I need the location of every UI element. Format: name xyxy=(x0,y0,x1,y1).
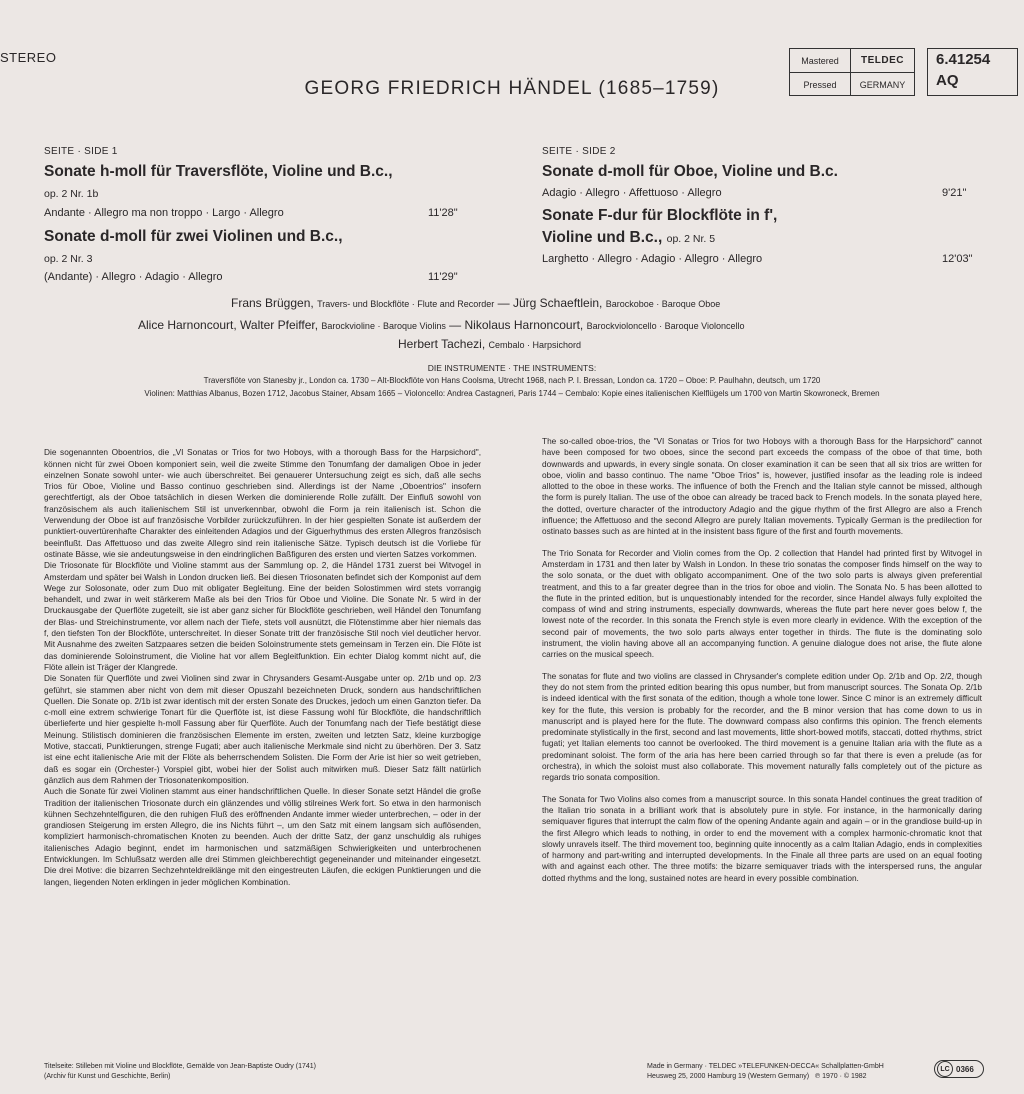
performers-line2 xyxy=(138,318,745,332)
side1-work1-opus: op. 2 Nr. 1b xyxy=(44,188,99,200)
notes-english xyxy=(542,436,982,894)
side1-work2-duration: 11'29" xyxy=(428,271,458,283)
performer-harnoncourt: Nikolaus Harnoncourt, xyxy=(464,318,584,332)
lc-mark: LC xyxy=(937,1061,953,1077)
composer-title: GEORG FRIEDRICH HÄNDEL (1685–1759) xyxy=(304,78,720,99)
side1-heading: SEITE · SIDE 1 xyxy=(44,146,118,157)
performers-line3 xyxy=(398,337,581,351)
side2-work1-title: Sonate d-moll für Oboe, Violine und B.c. xyxy=(542,163,838,180)
teldec-logo: TELDEC xyxy=(861,55,904,66)
cover-credit xyxy=(44,1062,316,1082)
side1-work1-title: Sonate h-moll für Traversflöte, Violine und B.c., xyxy=(44,163,393,180)
pressed-label: Pressed xyxy=(790,73,851,96)
side1-work2-title: Sonate d-moll für zwei Violinen und B.c., xyxy=(44,228,343,245)
performer-bruggen: Frans Brüggen, xyxy=(231,296,314,310)
instruments-heading: DIE INSTRUMENTE · THE INSTRUMENTS: xyxy=(427,363,597,373)
side2-work1-movements: Adagio · Allegro · Affettuoso · Allegro xyxy=(542,187,722,199)
catalog-number-box xyxy=(927,48,1018,96)
performer-dash: — xyxy=(449,318,462,332)
performer-tachezi: Herbert Tachezi, xyxy=(398,337,486,351)
copyright: ℗ 1970 · © 1982 xyxy=(814,1073,867,1080)
performer-schaeftlein-role: Barockoboe · Baroque Oboe xyxy=(605,299,721,309)
pressed-country: GERMANY xyxy=(859,79,906,90)
notes-english-para: The Trio Sonata for Recorder and Violin comes from the Op. 2 collection that Handel had printed first by Witvogel in Amsterdam in 1731 and then later by Walsh in London. In these trio sonatas the composer finds himself on the way to the solo sonata, or the duet with obligato accompaniment. One of the two solo parts is always given preferential treatment, and this to a far greater degree than in the trios for oboe and violin. The Sonata No. 5 has been allotted to the flute in the printed edition, but is unquestionably intended for the recorder, since Handel always fully exploited the compass of wind and string instruments, especially downwards, whereas the flute part here never goes below f, the lowest note of the recorder. In this sonata the French style is even more clearly in evidence. With the exception of the second pair of movements, the two solo parts always enter together in thirds. The flute is the dominating solo instrument, the violin having above all an accompanying function. A genuine dialogue does not arise, the flute alone carries on the musical speech. xyxy=(542,547,982,660)
side1-work1-duration: 11'28" xyxy=(428,207,458,219)
side1-work2-opus: op. 2 Nr. 3 xyxy=(44,253,93,265)
side2-work2-duration: 12'03" xyxy=(942,253,973,265)
label-credit xyxy=(647,1062,884,1082)
performer-tachezi-role: Cembalo · Harpsichord xyxy=(488,340,582,350)
notes-english-para: The sonatas for flute and two violins are classed in Chrysander's complete edition under Op. 2/1b and Op. 2/2, though they do not stem from the printed edition bearing this opus number, but from manuscript sources. The Sonata Op. 2/1b is indeed identical with the first sonata of the edition, though a whole tone lower. Since C minor is an extremely difficult key for the flute, this version is probably for the recorder, and the B minor version that has come down to us in manuscript and is played here for the flute. The downward compass also confirms this opinion. The french elements predominate stylistically in the first, second and last movements, little short-bowed motifs, staccati, dotted rhythms, strict fugati; yet Italian elements too cannot be overlooked. The third movement is a genuine Italian aria with the flute as a predominant soloist. The form of the aria has here been carried through so far that there is even a prelude (as for orchestra), in which the soloist must also collaborate. This movement naturally falls completely out of the picture as regards trio sonata composition. xyxy=(542,670,982,783)
label-address: Heusweg 25, 2000 Hamburg 19 (Western Germany) xyxy=(647,1073,810,1080)
notes-german-text: Die sogenannten Oboentrios, die „VI Sonatas or Trios for two Hoboys, with a thorough Bass for the Harpsichord", können nicht für zwei Oboen komponiert sein, weil die zweite Stimme den Tonumfang der damaligen Oboe in jeder einzelnen Sonate sowohl unter- wie auch überschreitet. Bei genauerer Untersuchung zeigt es sich, daß alle sechs Trios für Oboe, Violine und Basso continuo geschrieben sind. Allerdings ist der Name „Oboentrios" insofern gerechtfertigt, als der Oboe tatsächlich in diesen Werken die dominierende Rolle zufällt. Der Einfluß sowohl von französischem als auch italienischem Stil ist unverkennbar, obwohl die Form ja rein italienisch ist. Schon die Verwendung der Oboe ist auf französische Vorbilder zurückzuführen. In der hier gespielten Sonate ist außerdem der punktiert-ouvertürenhafte Charakter des einleitenden Adagios und der Giguerhythmus des ersten Allegros französisch beeinflußt. Das Affettuoso und das zweite Allegro sind rein italienische Sätze. Typisch deutsch ist die Vorliebe für ostinate Bässe, wie sie andeutungsweise in den eindringlichen Baßfiguren des ersten und vierten Satzes vorkommen. Die Triosonate für Blockflöte und Violine stammt aus der Sammlung op. 2, die Händel 1731 zuerst bei Witvogel in Amsterdam und später bei Walsh in London drucken ließ. Bei diesen Triosonaten befindet sich der Komponist auf dem Wege zur Solosonate, oder zum Duo mit obligater Begleitung. Eine der beiden Solostimmen wird stets vorrangig behandelt, und zwar in weit stärkerem Maße als bei den Trios für Oboe und Violine. Die Sonate Nr. 5 wird in der Druckausgabe der Querflöte zugeteilt, sie ist aber ganz sicher für Blockflöte geschrieben, weil Händel den Tonumfang der Blas- und Streichinstrumente, vor allem nach der Tiefe, stets voll ausnützt, die Flötenstimme aber hier niemals das f, den tiefsten Ton der Blockflöte, unterschreitet. In dieser Sonate tritt der französische Stil noch viel deutlicher hervor. Mit Ausnahme des zweiten Satzpaares setzen die beiden Soloinstrumente stets gemeinsam in Terzen ein. Die Flöte ist das dominierende Soloinstrument, die Violine hat vor allem Begleitfunktion. Ein echter Dialog kommt nicht auf, die Flöte allein ist Träger der Klangrede. Die Sonaten für Querflöte und zwei Violinen sind zwar in Chrysanders Gesamt-Ausgabe unter op. 2/1b und op. 2/3 geführt, sie stammen aber nicht von dem mit dieser Opuszahl bezeichneten Druck, sondern aus handschriftlichen Quellen. Die Sonate op. 2/1b ist zwar identisch mit der ersten Sonate des Druckes, jedoch um einen Ganzton tiefer. Da c-moll eine extrem schwierige Tonart für die Querflöte ist, ist diese Fassung wohl für Blockflöte, die handschriftlich überlieferte und hier gespielte h-moll Fassung aber für Querflöte. Auch der Tonumfang nach der Tiefe bestätigt diese Meinung. Stilistisch dominieren die französischen Elemente im ersten, zweiten und letzten Satz, kleine kurzbogige Motive, staccati, Punktierungen, strenge Fugati; aber auch italienische Merkmale sind nicht zu überhören. Der 3. Satz ist eine echt italienische Arie mit der Flöte als beherrschendem Solisten. Die Form der Arie ist hier so weit getrieben, daß es sogar ein (Orchester-) Vorspiel gibt, wobei hier der Solist auch mitwirken muß. Dieser Satz fällt natürlich gänzlich aus dem Rahmen der Triosonatenkomposition. Auch die Sonate für zwei Violinen stammt aus einer handschriftlichen Quelle. In dieser Sonate setzt Händel die große Tradition der italienischen Triosonate durch ein glänzendes und völlig stilreines Werk fort. So etwa in den harmonisch kühnen Sechzehntelfiguren, die den ruhigen Fluß des eröffnenden Andante immer wieder unterbrechen, – oder in der grandiosen Steigerung im ersten Allegro, die ins Nichts führt –, um den Satz mit einem langsam sich auflösenden, kompliziert harmonisch-chromatischen Knoten zu beenden. Auch der dritte Satz, der ganz unschuldig als ruhiges italienisches Adagio beginnt, endet im harmonischen und satzmäßigen Schwierigkeiten und unterbrochenen Entwicklungen. Im Schlußsatz werden alle drei Stimmen gleichberechtigt gegeneinander und miteinander eingesetzt. Die drei Motive: die bizarren Sechzehnteldreiklänge mit den eingestreuten Läufen, die eckigen Punktierungen und die langen, liegenden Noten erklingen in jeder möglichen Kombination. xyxy=(44,447,481,887)
notes-english-para: The Sonata for Two Violins also comes from a manuscript source. In this sonata Handel continues the great tradition of the Italian trio sonata in a brilliant work that is absolutely pure in style. For instance, in the harmonically daring semiquaver figures that interrupt the calm flow of the opening Andante again and again – or in the grandiose build-up in the first Allegro which leads to nothing, in order to end the movement with a complex harmonic-chromatic knot that slowly unravels itself. The third movement too, beginning quite innocently as a calm Italian Adagio, ends in complexities of harmony and part-writing and interrupted developments. In the Finale all three parts are used on an equal footing with and against each other. The three motifs: the bizarre semiquaver triads with the interspersed runs, the angular dotted rhythms and the long, sustained notes are heard in every possible combination. xyxy=(542,793,982,883)
catalog-number: 6.41254 xyxy=(936,51,991,68)
side2-work2-opus: op. 2 Nr. 5 xyxy=(666,233,716,245)
notes-english-para: The so-called oboe-trios, the "VI Sonatas or Trios for two Hoboys with a thorough Bass for the Harpsichord" cannot have been composed for two oboes, since the second part exceeds the compass of the oboe of that time, both downwards and upwards, in every single sonata. On closer examination it can be seen that all six trios are written for oboe, violin and basso continuo. The name "Oboe Trios" is, however, justified insofar as the leading role is indeed allotted to the oboe in these works. The influence of both the French and the Italian style cannot be missed, although the form is purely Italian. The use of the oboe can already be traced back to French models. In the sonata played here, the dotted, overture character of the introductory Adagio and the gigue rhythm of the first Allegro are also a French influence; the Affettuoso and the second Allegro are purely Italian movements. Typically German is the predilection for ostinato basses such as are hinted at in the insistent bass figure of the first and fourth movements. xyxy=(542,436,982,537)
catalog-suffix: AQ xyxy=(936,72,959,89)
performers-line1 xyxy=(231,296,720,310)
mastered-pressed-box xyxy=(789,48,915,96)
performer-violinists: Alice Harnoncourt, Walter Pfeiffer, xyxy=(138,318,319,332)
performer-violinists-role: Barockvioline · Baroque Violins xyxy=(321,321,446,331)
side2-work2-title-line1: Sonate F-dur für Blockflöte in f', xyxy=(542,207,778,224)
label-credit-line2 xyxy=(647,1072,884,1082)
side1-work2-movements: (Andante) · Allegro · Adagio · Allegro xyxy=(44,271,223,283)
side2-heading: SEITE · SIDE 2 xyxy=(542,146,616,157)
instruments-line2: Violinen: Matthias Albanus, Bozen 1712, Jacobus Stainer, Absam 1665 – Violoncello: Andrea Castagneri, Paris 1744 – Cembalo: Kopie eines italienischen Kielflügels um 1700 von Martin Skowroneck, Bremen xyxy=(144,389,880,398)
lc-code: 0366 xyxy=(956,1064,974,1074)
notes-german xyxy=(44,436,481,899)
cover-credit-line2: (Archiv für Kunst und Geschichte, Berlin) xyxy=(44,1073,171,1080)
side2-work2-title-line2 xyxy=(542,229,715,247)
mastered-label: Mastered xyxy=(790,49,851,72)
lc-code-logo xyxy=(934,1060,984,1078)
label-credit-line1: Made in Germany · TELDEC »TELEFUNKEN-DECCA« Schallplatten-GmbH xyxy=(647,1063,884,1070)
performer-dash: — xyxy=(497,296,510,310)
side2-work2-movements: Larghetto · Allegro · Adagio · Allegro · Allegro xyxy=(542,253,763,265)
side1-work1-movements: Andante · Allegro ma non troppo · Largo · Allegro xyxy=(44,207,284,219)
instruments-line1: Traversflöte von Stanesby jr., London ca. 1730 – Alt-Blockflöte von Hans Coolsma, Utrecht 1968, nach P. I. Bressan, London ca. 1720 – Oboe: P. Paulhahn, deutsch, um 1720 xyxy=(203,376,821,385)
performer-harnoncourt-role: Barockvioloncello · Baroque Violoncello xyxy=(586,321,745,331)
performer-bruggen-role: Travers- und Blockflöte · Flute and Recorder xyxy=(317,299,495,309)
cover-credit-line1: Titelseite: Stilleben mit Violine und Blockflöte, Gemälde von Jean-Baptiste Oudry (1741) xyxy=(44,1063,316,1070)
stereo-label: STEREO xyxy=(0,50,57,65)
performer-schaeftlein: Jürg Schaeftlein, xyxy=(513,296,603,310)
side2-work2-title-line2-text: Violine und B.c., xyxy=(542,229,663,246)
side2-work1-duration: 9'21" xyxy=(942,187,967,199)
